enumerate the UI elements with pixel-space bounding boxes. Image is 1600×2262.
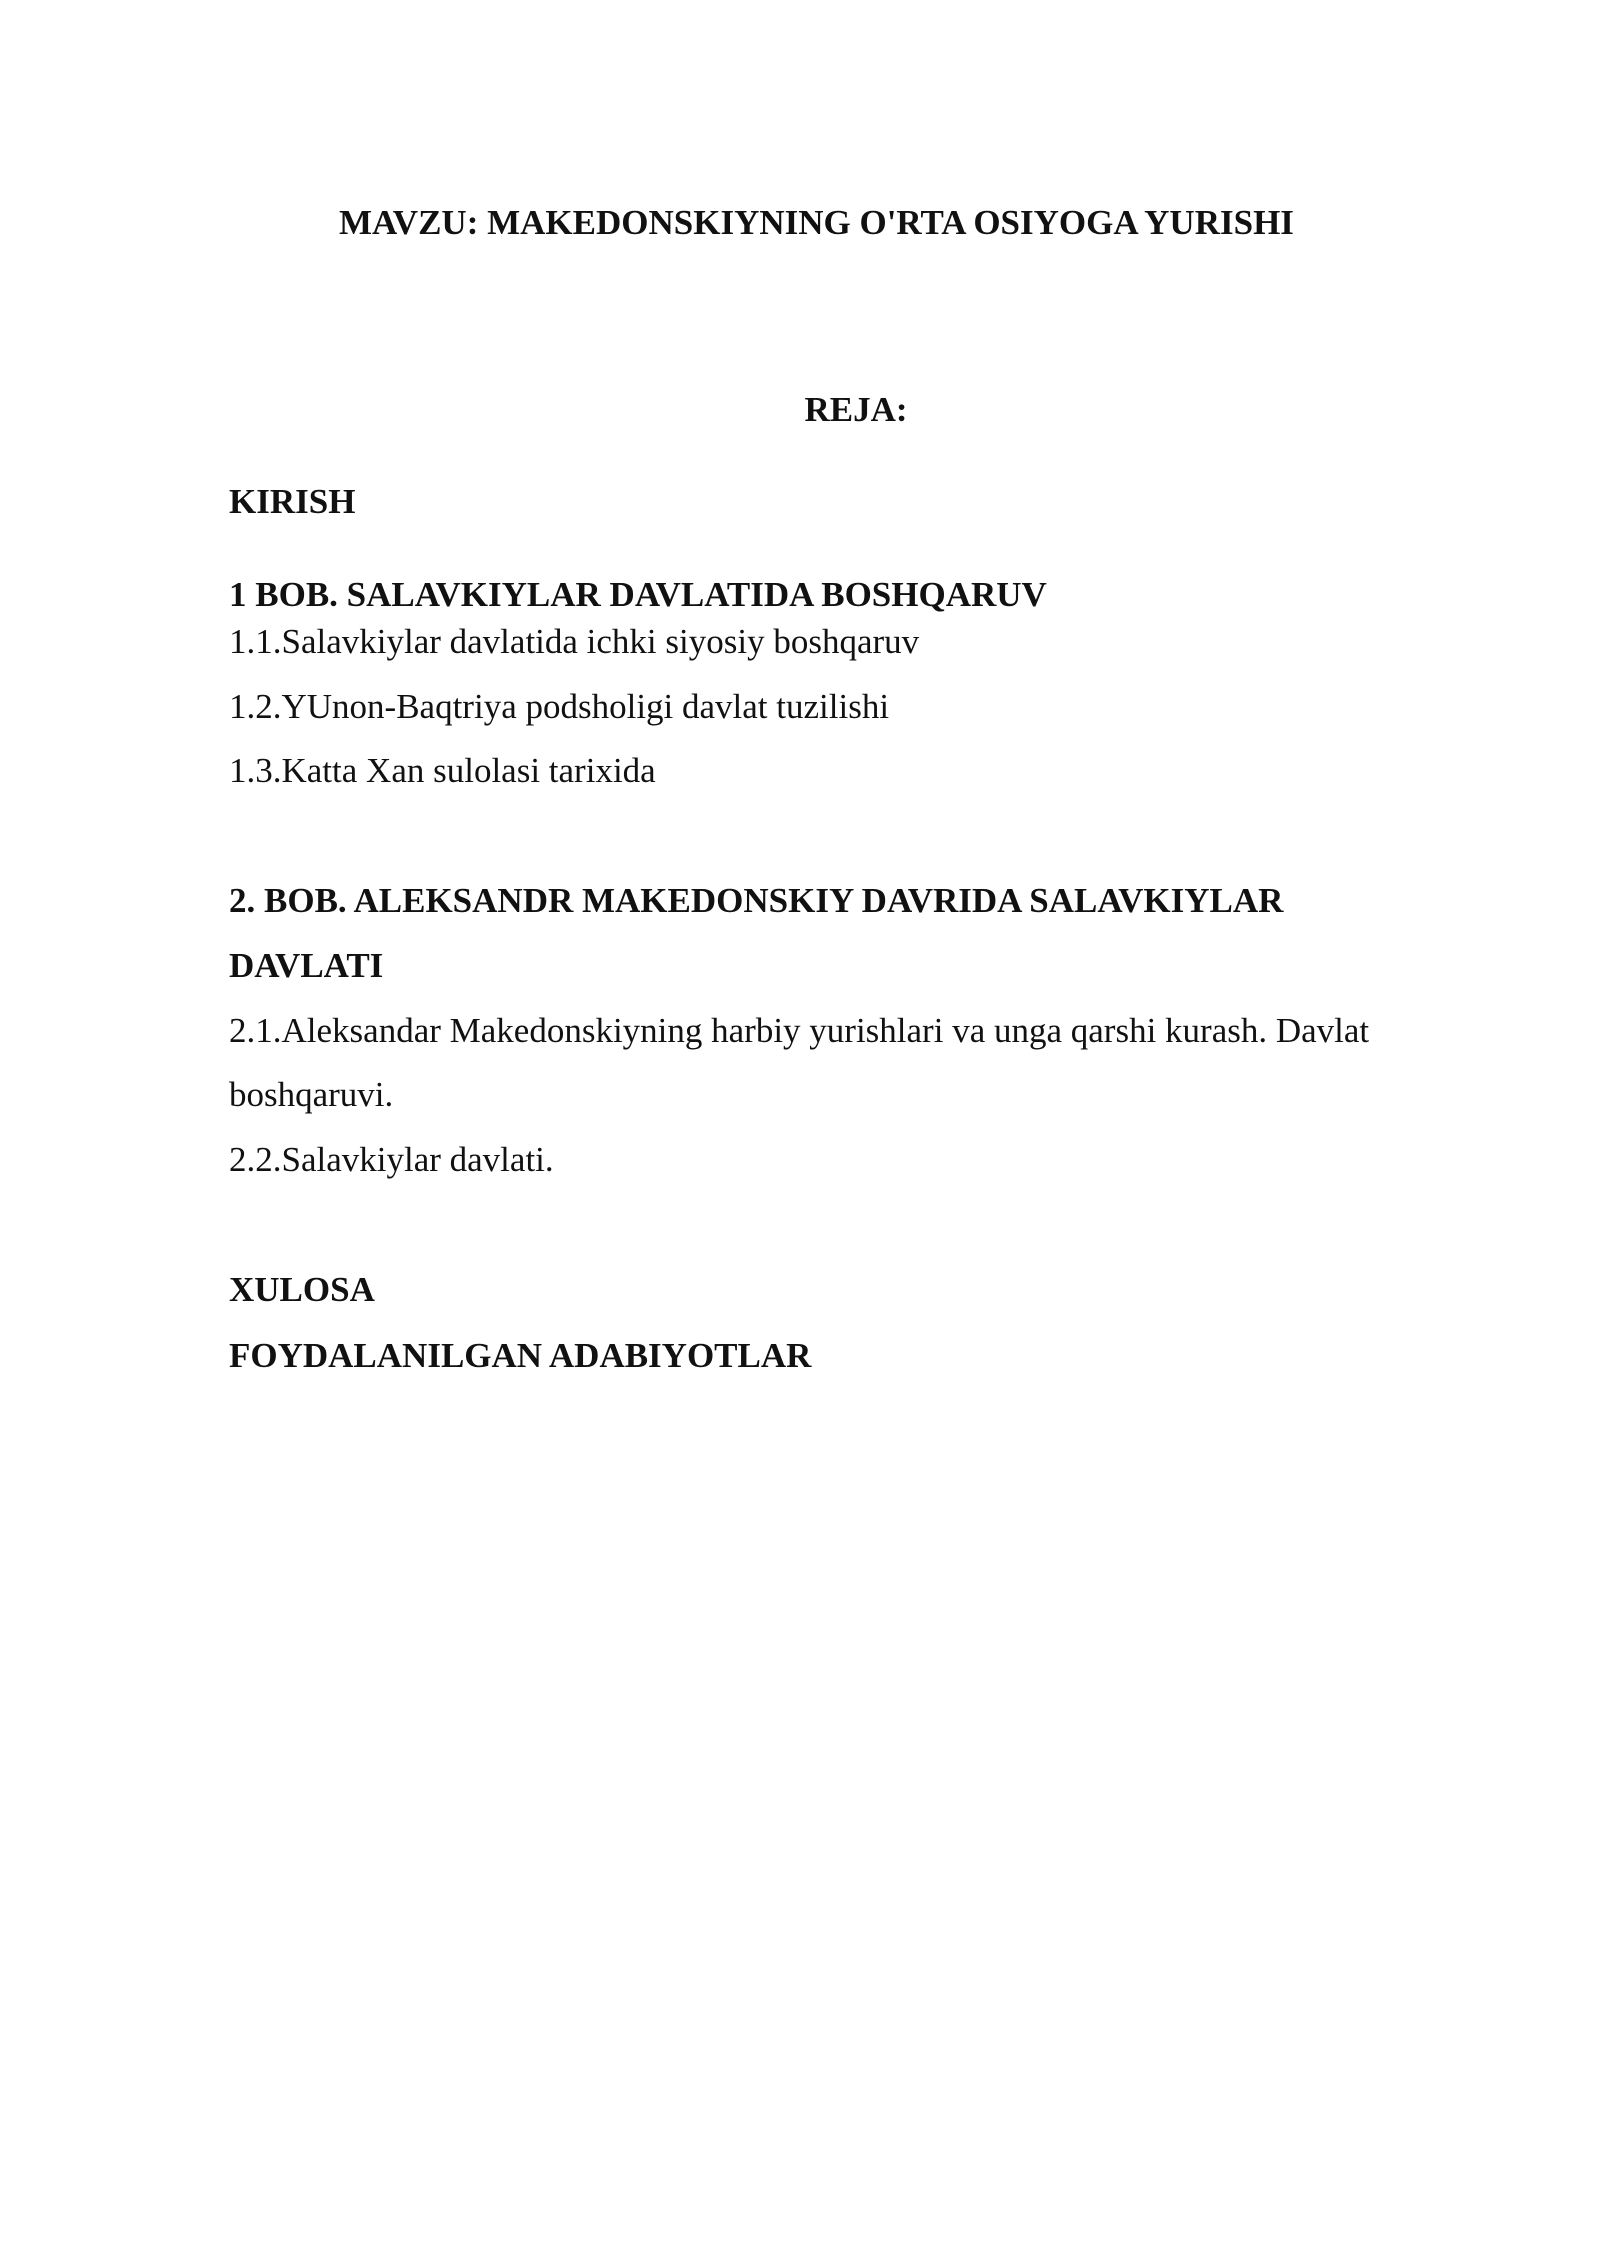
chapter2-item-2: 2.2.Salavkiylar davlati.	[229, 1140, 554, 1179]
chapter1-item-3: 1.3.Katta Xan sulolasi tarixida	[229, 751, 656, 790]
chapter2-item-1-line1: 2.1.Aleksandar Makedonskiyning harbiy yurishlari va unga qarshi kurash. Davlat	[229, 1011, 1370, 1050]
chapter2-heading-line2: DAVLATI	[229, 946, 384, 985]
document-title: MAVZU: MAKEDONSKIYNING O'RTA OSIYOGA YURISHI	[339, 203, 1294, 242]
chapter2-heading-line1: 2. BOB. ALEKSANDR MAKEDONSKIY DAVRIDA SALAVKIYLAR	[229, 881, 1284, 920]
chapter1-item-1: 1.1.Salavkiylar davlatida ichki siyosiy boshqaruv	[229, 622, 920, 661]
chapter2-item-1-line2: boshqaruvi.	[229, 1075, 394, 1114]
references-heading: FOYDALANILGAN ADABIYOTLAR	[229, 1336, 812, 1375]
chapter1-heading: 1 BOB. SALAVKIYLAR DAVLATIDA BOSHQARUV	[229, 575, 1047, 614]
introduction-heading: KIRISH	[229, 482, 356, 521]
chapter1-item-2: 1.2.YUnon-Baqtriya podsholigi davlat tuzilishi	[229, 687, 890, 726]
conclusion-heading: XULOSA	[229, 1270, 375, 1309]
plan-heading: REJA:	[804, 390, 908, 429]
